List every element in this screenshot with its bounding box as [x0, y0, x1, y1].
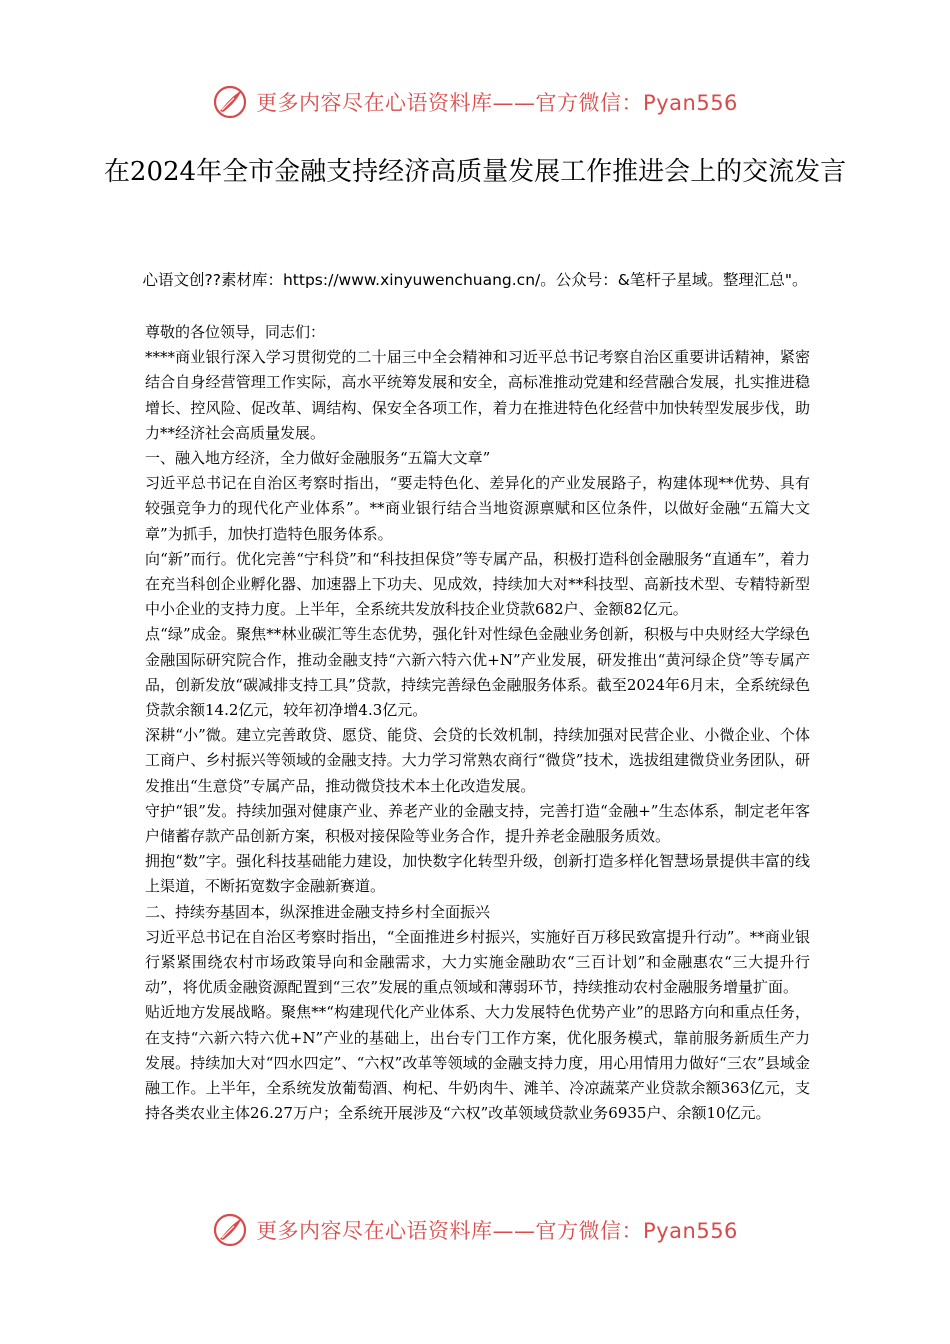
watermark-text: 更多内容尽在心语资料库——官方微信：Pyan556: [256, 1219, 738, 1243]
paragraph: 贴近地方发展战略。聚焦**“构建现代化产业体系、大力发展特色优势产业”的思路方向和重点任务，在支持“六新六特六优+N”产业的基础上，出台专门工作方案，优化服务模式，靠前服务新质生产力发展。持续加大对“四水四定”、“六权”改革等领域的金融支持力度，用心用情用力做好“三农”县域金融工作。上半年，全系统发放葡萄酒、枸杞、牛奶肉牛、滩羊、冷凉蔬菜产业贷款余额363亿元，支持各类农业主体26.27万户；全系统开展涉及“六权”改革领域贷款业务6935户、余额10亿元。: [145, 1003, 810, 1123]
section-heading: 一、融入地方经济，全力做好金融服务“五篇大文章”: [145, 449, 491, 468]
paragraph: 尊敬的各位领导，同志们：: [145, 323, 326, 341]
watermark-text: 更多内容尽在心语资料库——官方微信：Pyan556: [256, 91, 738, 115]
section-heading: 二、持续夯基固本，纵深推进金融支持乡村全面振兴: [145, 902, 491, 921]
paragraph: 守护“银”发。持续加强对健康产业、养老产业的金融支持，完善打造“金融+”生态体系，制定老年客户储蓄存款产品创新方案，积极对接保险等业务合作，提升养老金融服务质效。: [145, 801, 810, 846]
paragraph: 向“新”而行。优化完善“宁科贷”和“科技担保贷”等专属产品，积极打造科创金融服务“直通车”，着力在充当科创企业孵化器、加速器上下功夫、见成效，持续加大对**科技型、高新技术型、专精特新型中小企业的支持力度。上半年，全系统共发放科技企业贷款682户、金额82亿元。: [145, 549, 810, 619]
paragraph: 习近平总书记在自治区考察时指出，“全面推进乡村振兴，实施好百万移民致富提升行动”。**商业银行紧紧围绕农村市场政策导向和金融需求，大力实施金融助农“三百计划”和金融惠农“三大提升行动”，将优质金融资源配置到“三农”发展的重点领域和薄弱环节，持续推动农村金融服务增量扩面。: [145, 927, 810, 997]
paragraph: 习近平总书记在自治区考察时指出，“要走特色化、差异化的产业发展路子，构建体现**优势、具有较强竞争力的现代化产业体系”。**商业银行结合当地资源禀赋和区位条件，以做好金融“五篇大文章”为抓手，加快打造特色服务体系。: [145, 474, 810, 543]
source-line: 心语文创??素材库：https://www.xinyuwenchuang.cn/。公众号：&笔杆子星域。整理汇总"。: [142, 271, 808, 289]
paragraph: 拥抱“数”字。强化科技基础能力建设，加快数字化转型升级，创新打造多样化智慧场景提供丰富的线上渠道，不断拓宽数字金融新赛道。: [145, 852, 810, 896]
paragraph: 深耕“小”微。建立完善敢贷、愿贷、能贷、会贷的长效机制，持续加强对民营企业、小微企业、个体工商户、乡村振兴等领域的金融支持。大力学习常熟农商行“微贷”技术，选拔组建微贷业务团队，研发推出“生意贷”专属产品，推动微贷技术本土化改造发展。: [145, 726, 810, 795]
quill-logo-icon: [212, 84, 248, 120]
quill-logo-icon: [212, 1212, 248, 1248]
watermark-header: [0, 82, 950, 122]
document-title: 在2024年全市金融支持经济高质量发展工作推进会上的交流发言: [103, 157, 847, 187]
paragraph: 点“绿”成金。聚焦**林业碳汇等生态优势，强化针对性绿色金融业务创新，积极与中央财经大学绿色金融国际研究院合作，推动金融支持“六新六特六优+N”产业发展，研发推出“黄河绿企贷”等专属产品，创新发放“碳减排支持工具”贷款，持续完善绿色金融服务体系。截至2024年6月末，全系统绿色贷款余额14.2亿元，较年初净增4.3亿元。: [145, 625, 810, 720]
document-body: [145, 320, 810, 1127]
paragraph: ****商业银行深入学习贯彻党的二十届三中全会精神和习近平总书记考察自治区重要讲话精神，紧密结合自身经营管理工作实际，高水平统筹发展和安全，高标准推动党建和经营融合发展，扎实推进稳增长、控风险、促改革、调结构、保安全各项工作，着力在推进特色化经营中加快转型发展步伐，助力**经济社会高质量发展。: [145, 348, 810, 442]
watermark-footer: [0, 1210, 950, 1250]
